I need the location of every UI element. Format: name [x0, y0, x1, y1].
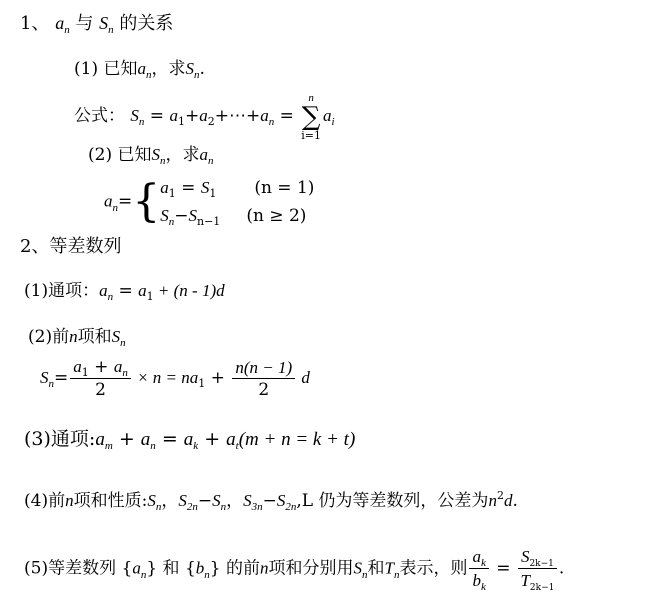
sub-k: k: [193, 440, 199, 452]
left-brace: {: [132, 176, 161, 228]
formula-sum: [74, 92, 335, 141]
numerator: [70, 358, 131, 379]
var-S: S: [188, 206, 197, 226]
var-a: a: [73, 357, 82, 376]
equals: =: [155, 428, 184, 450]
sub-n: n: [107, 291, 114, 303]
sub-2k-minus-1: 2k−1: [529, 583, 555, 593]
formula-label: 公式：: [74, 106, 125, 126]
plus: +: [184, 106, 200, 126]
period: .: [558, 558, 565, 579]
item-3-property: [24, 428, 356, 452]
var-a: a: [199, 145, 208, 164]
var-S: S: [276, 491, 286, 510]
sub-n: n: [193, 69, 200, 81]
var-a: a: [199, 106, 208, 125]
equals: =: [118, 191, 133, 212]
var-n: n: [260, 558, 269, 578]
text-then: 表示，则: [399, 558, 468, 579]
text-relation: 的关系: [119, 13, 174, 34]
text-property: 项和性质:: [73, 491, 148, 511]
sub-n: n: [393, 568, 400, 581]
text-find: ，求: [165, 145, 200, 165]
condition: (n ≥ 2): [246, 206, 307, 227]
denominator: [469, 569, 488, 593]
sub-n-minus-1: n−1: [197, 215, 221, 229]
expression: × n = na: [132, 368, 199, 387]
sub-m: m: [104, 440, 113, 452]
denominator: 2: [258, 379, 270, 400]
sub-n: n: [112, 201, 118, 214]
sub-n: n: [220, 501, 227, 513]
var-S: S: [147, 491, 156, 510]
brace: {: [116, 558, 133, 579]
sub-n: n: [48, 378, 54, 390]
sub-1: 1: [198, 377, 206, 390]
var-a: a: [160, 178, 169, 197]
expression: + (n - 1)d: [153, 281, 225, 300]
plus: +: [205, 368, 231, 388]
sub-1: 1: [146, 290, 154, 303]
var-T: T: [520, 571, 530, 590]
sub-1: 1: [168, 187, 176, 200]
item-1-general-term: [24, 281, 225, 303]
sub-n: n: [140, 568, 147, 581]
sub-n: n: [362, 568, 368, 581]
item-label: (5)等差数列: [24, 558, 117, 579]
equals: =: [490, 558, 516, 579]
var-a: a: [137, 59, 146, 78]
var-S: S: [185, 59, 194, 78]
equals: =: [175, 178, 201, 198]
var-S: S: [111, 327, 121, 346]
item-label: (2)前: [28, 327, 70, 347]
item-4-sum-property: [24, 489, 518, 513]
var-S: S: [520, 547, 530, 566]
exponent-2: 2: [496, 489, 504, 502]
sub-n: n: [207, 155, 214, 167]
sub-n: n: [268, 116, 275, 128]
text-tail: 仍为等差数列，公差为: [313, 491, 489, 511]
var-n: n: [65, 491, 74, 510]
var-d: d: [297, 368, 310, 387]
numerator: [469, 548, 488, 569]
sub-n: n: [204, 568, 210, 581]
sub-2n: 2n: [285, 501, 297, 513]
sub-k: k: [480, 581, 486, 593]
var-a: a: [138, 281, 147, 300]
sub-n: n: [150, 440, 156, 452]
sub-n: n: [159, 155, 166, 167]
var-S: S: [99, 13, 109, 33]
plus: +: [112, 428, 141, 450]
sub-n: n: [122, 367, 128, 379]
sub-n: n: [145, 69, 152, 81]
line-known-sn: [88, 145, 214, 167]
sub-2k-minus-1: 2k−1: [529, 559, 554, 569]
var-a: a: [140, 429, 151, 450]
var-S: S: [160, 206, 169, 226]
numerator: n(n − 1): [232, 359, 295, 379]
section-1-heading: [20, 13, 174, 36]
equals: =: [274, 106, 300, 126]
item-label: (3)通项:: [24, 428, 96, 450]
denominator: [518, 569, 557, 593]
var-S: S: [151, 145, 160, 164]
var-a: a: [104, 191, 113, 211]
var-S: S: [40, 368, 49, 387]
var-a: a: [472, 547, 481, 566]
var-T: T: [384, 558, 394, 578]
section-number: 1、: [20, 13, 50, 34]
var-d: d: [503, 491, 513, 510]
sub-1: 1: [81, 366, 89, 379]
section-2-heading: 2、等差数列: [20, 236, 122, 257]
period: .: [199, 59, 205, 79]
cases-rows: [160, 174, 314, 230]
equals: =: [54, 368, 69, 388]
var-a: a: [113, 357, 123, 376]
text-find: ，求: [151, 59, 186, 79]
fraction-2: [232, 359, 295, 399]
condition: (m + n = k + t): [238, 429, 356, 450]
sub-n: n: [108, 24, 114, 36]
var-a: a: [260, 106, 269, 125]
item-label: (4)前: [24, 491, 66, 511]
sub-n: n: [64, 24, 70, 36]
var-S: S: [353, 558, 363, 578]
var-a: a: [99, 281, 108, 300]
sub-1: 1: [209, 187, 217, 200]
sub-2n: 2n: [186, 501, 198, 513]
equals: =: [113, 281, 139, 301]
sub-n: n: [120, 337, 126, 349]
var-a: a: [226, 429, 236, 450]
fraction-ab: [469, 547, 488, 593]
equals: =: [144, 106, 170, 126]
minus: −: [174, 206, 189, 227]
item-5-ratio: [24, 547, 565, 593]
case-row-2: [160, 202, 314, 230]
sum-formula: [40, 358, 310, 399]
item-2-sum: [28, 327, 126, 349]
var-a: a: [95, 429, 105, 450]
sub-3n: 3n: [251, 501, 263, 513]
fraction-ST: [518, 547, 557, 593]
var-S: S: [178, 491, 187, 510]
var-b: b: [472, 571, 481, 590]
piecewise-formula: [104, 174, 314, 230]
var-a: a: [169, 106, 178, 125]
numerator: [518, 548, 557, 569]
text-and: 和: [367, 558, 385, 579]
var-a: a: [323, 106, 332, 125]
text-known: (2) 已知: [88, 145, 152, 165]
sub-n: n: [138, 116, 145, 128]
sub-2: 2: [207, 115, 215, 128]
var-a: a: [183, 429, 194, 450]
item-label: (1)通项：: [24, 281, 100, 301]
minus: −: [197, 491, 213, 511]
comma: ，: [226, 491, 244, 511]
fraction-1: [70, 358, 131, 399]
text-known: (1) 已知: [74, 59, 138, 79]
sigma-symbol: ∑: [301, 102, 321, 132]
var-S: S: [130, 106, 139, 125]
sub-n: n: [168, 216, 175, 229]
var-S: S: [212, 491, 221, 510]
summation: [301, 92, 321, 141]
text-sum: 项和: [77, 327, 112, 347]
var-b: b: [195, 558, 205, 578]
sub-k: k: [480, 557, 486, 569]
minus: −: [262, 491, 277, 511]
sum-upper: n: [308, 92, 314, 104]
text-mid: 项和分别用: [268, 558, 354, 579]
sub-i: i: [331, 116, 335, 128]
var-n: n: [488, 491, 497, 510]
plus: +: [198, 428, 227, 450]
sub-t: t: [235, 440, 239, 452]
brace: } 的前: [209, 558, 261, 579]
sum-lower: i=1: [301, 129, 322, 142]
brace: } 和 {: [146, 558, 196, 579]
denominator: 2: [95, 380, 106, 400]
var-S: S: [243, 491, 252, 510]
ellipsis: +⋯+: [214, 106, 261, 126]
case-row-1: [160, 174, 314, 202]
ellipsis-L: ,L: [296, 491, 314, 511]
condition: (n = 1): [254, 178, 315, 198]
text-with: 与: [75, 13, 94, 34]
var-a: a: [55, 13, 65, 33]
var-n: n: [69, 327, 78, 346]
comma: ，: [161, 491, 179, 511]
plus: +: [88, 357, 114, 377]
line-known-an: [74, 59, 205, 81]
var-S: S: [200, 178, 210, 197]
period: .: [512, 491, 518, 511]
sub-1: 1: [177, 115, 185, 128]
var-a: a: [132, 558, 141, 578]
sub-n: n: [155, 501, 162, 513]
